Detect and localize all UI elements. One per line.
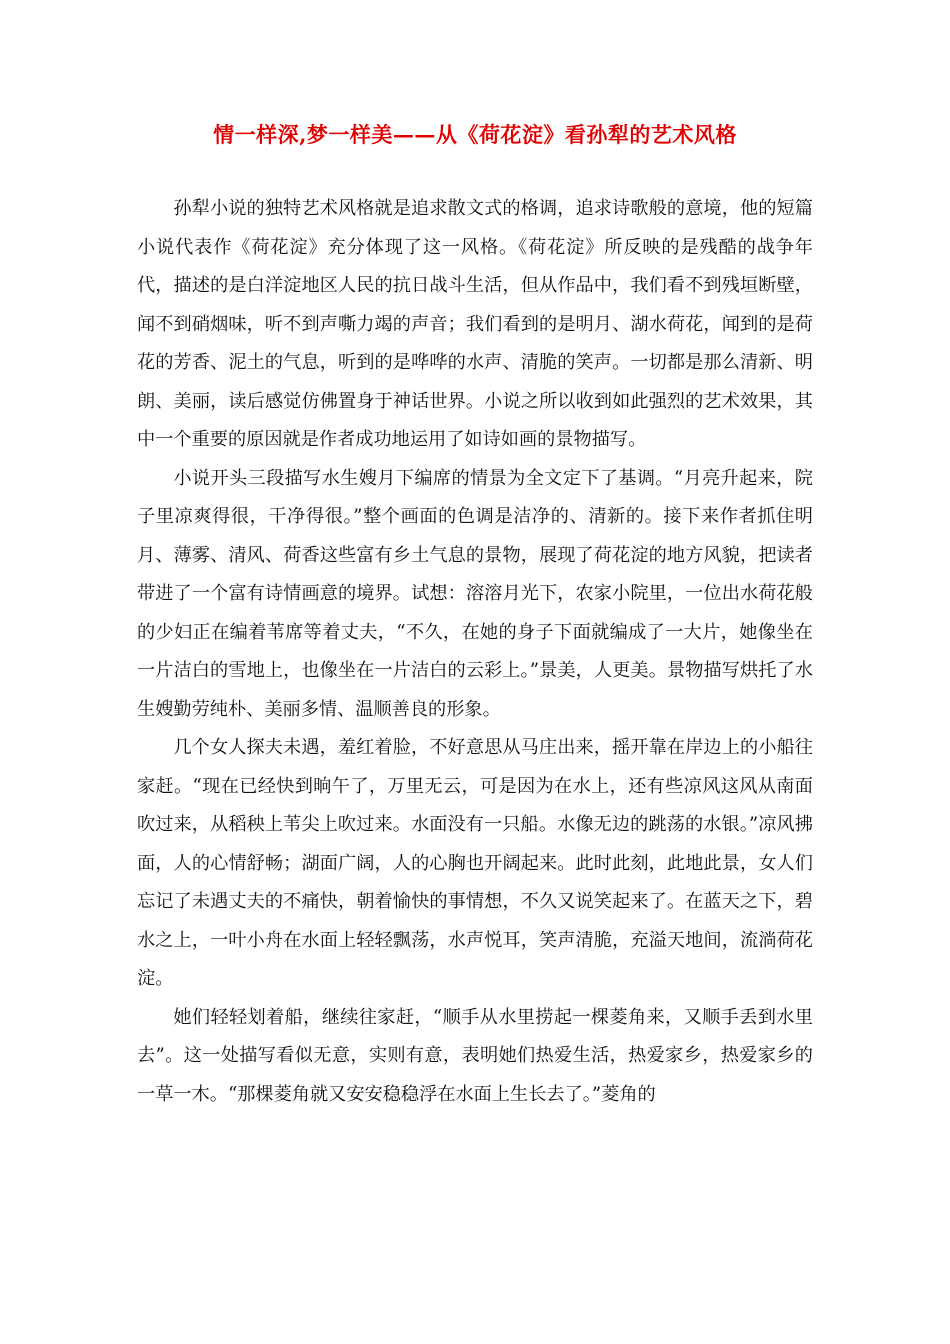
paragraph: 孙犁小说的独特艺术风格就是追求散文式的格调，追求诗歌般的意境，他的短篇小说代表作《荷花淀》充分体现了这一风格。《荷花淀》所反映的是残酷的战争年代，描述的是白洋淀地区人民的抗日战斗生活，但从作品中，我们看不到残垣断壁，闻不到硝烟味，听不到声嘶力竭的声音；我们看到的是明月、湖水荷花，闻到的是荷花的芳香、泥土的气息，听到的是哗哗的水声、清脆的笑声。一切都是那么清新、明朗、美丽，读后感觉仿佛置身于神话世界。小说之所以收到如此强烈的艺术效果，其中一个重要的原因就是作者成功地运用了如诗如画的景物描写。	[137, 198, 813, 450]
document-title: 情一样深,梦一样美——从《荷花淀》看孙犁的艺术风格	[213, 122, 737, 147]
paragraph: 她们轻轻划着船，继续往家赶，“顺手从水里捞起一棵菱角来，又顺手丢到水里去”。这一处描写看似无意，实则有意，表明她们热爱生活，热爱家乡，热爱家乡的一草一木。“那棵菱角就又安安稳稳浮在水面上生长去了。”菱角的	[137, 1006, 813, 1105]
paragraph: 小说开头三段描写水生嫂月下编席的情景为全文定下了基调。“月亮升起来，院子里凉爽得很，干净得很。”整个画面的色调是洁净的、清新的。接下来作者抓住明月、薄雾、清风、荷香这些富有乡土气息的景物，展现了荷花淀的地方风貌，把读者带进了一个富有诗情画意的境界。试想：溶溶月光下，农家小院里，一位出水荷花般的少妇正在编着苇席等着丈夫，“不久，在她的身子下面就编成了一大片，她像坐在一片洁白的雪地上，也像坐在一片洁白的云彩上。”景美，人更美。景物描写烘托了水生嫂勤劳纯朴、美丽多情、温顺善良的形象。	[137, 467, 813, 720]
document-body	[137, 190, 813, 1114]
paragraph: 几个女人探夫未遇，羞红着脸，不好意思从马庄出来，摇开靠在岸边上的小船往家赶。“现在已经快到晌午了，万里无云，可是因为在水上，还有些凉风这风从南面吹过来，从稻秧上苇尖上吹过来。水面没有一只船。水像无边的跳荡的水银。”凉风拂面，人的心情舒畅；湖面广阔，人的心胸也开阔起来。此时此刻，此地此景，女人们忘记了未遇丈夫的不痛快，朝着愉快的事情想，不久又说笑起来了。在蓝天之下，碧水之上，一叶小舟在水面上轻轻飘荡，水声悦耳，笑声清脆，充溢天地间，流淌荷花淀。	[137, 737, 813, 989]
